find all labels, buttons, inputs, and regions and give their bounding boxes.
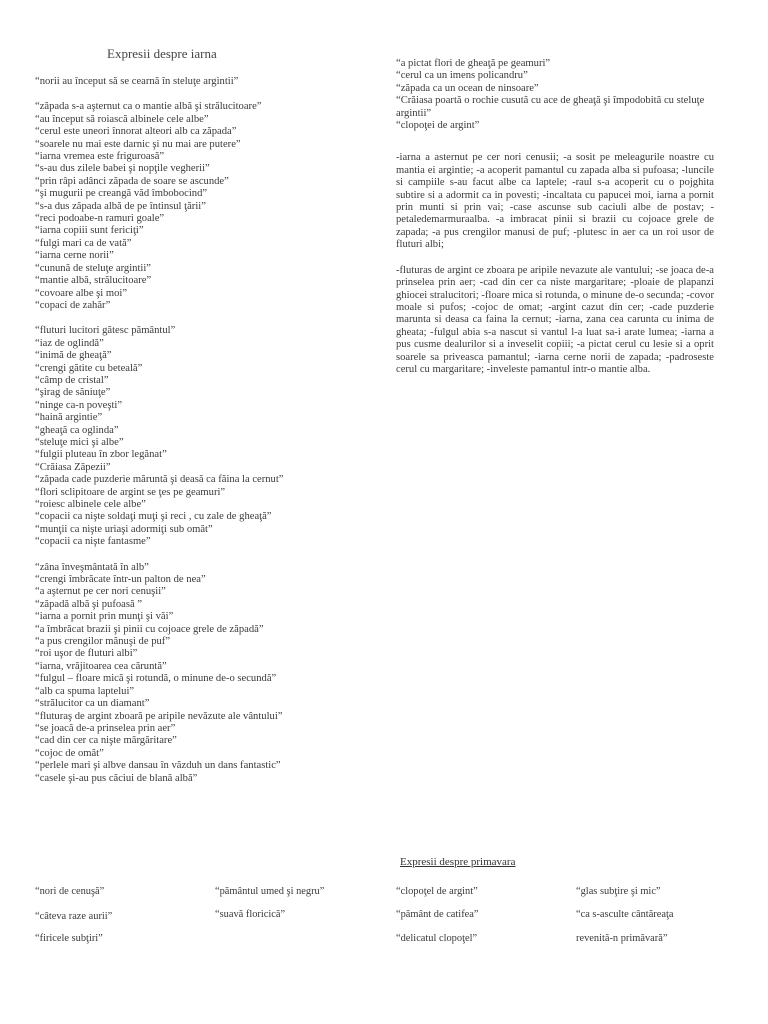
expression-line: “steluţe mici şi albe” — [35, 436, 124, 448]
expression-line: “inimă de gheaţă” — [35, 350, 112, 362]
expression-line: “s-au dus zilele babei şi nopţile vegherii” — [35, 163, 210, 175]
expression-line: “şirag de săniuţe” — [35, 387, 111, 399]
left-column — [35, 46, 375, 785]
expression-line: “prin râpi adânci zăpada de soare se ascunde” — [35, 175, 229, 187]
expression-line: “cunună de steluţe argintii” — [35, 262, 151, 274]
expression-line: “cerul ca un imens policandru” — [396, 70, 528, 82]
expression-line: “ninge ca-n poveşti” — [35, 399, 123, 411]
expression-line: “au început să roiască albinele cele albe” — [35, 113, 209, 125]
spring-cell: “suavă floricică” — [215, 909, 286, 920]
expression-line: “crengi gătite cu beteală” — [35, 362, 143, 374]
expression-line: “zăpada cade puzderie măruntă şi deasă ca făina la cernut” — [35, 474, 284, 486]
expression-line: “haină argintie” — [35, 412, 103, 424]
spring-cell: “firicele subţiri” — [35, 933, 103, 944]
expression-line: “iarna a pornit prin munţi şi văi” — [35, 611, 174, 623]
expression-line: “fulgii pluteau în zbor legănat” — [35, 449, 167, 461]
spring-cell: “glas subţire şi mic” — [576, 886, 661, 897]
expression-line: “mantie albă, strălucitoare” — [35, 275, 152, 287]
expression-line: “s-a dus zăpada albă de pe întinsul ţării” — [35, 200, 206, 212]
expression-line: “Crăiasa poartă o rochie cusută cu ace de gheaţă şi împodobită cu steluţe argintii” — [396, 95, 705, 119]
expression-line: “se joacă de-a prinselea prin aer” — [35, 722, 176, 734]
expression-line: “fulgul – floare mică şi rotundă, o minune de-o secundă” — [35, 673, 277, 685]
expression-line: “casele şi-au pus căciui de blană albă” — [35, 772, 198, 784]
expression-line: “zăpada s-a aşternut ca o mantie albă şi strălucitoare” — [35, 101, 262, 113]
winter-paragraph-1: -iarna a asternut pe cer nori cenusii; -a sosit pe meleagurile noastre cu mantia ei argintie; -a acoperit pamantul cu zapada alba si pufoasa; -luncile si campiile s-au facut albe ca laptele; -raul s-a acoperit cu o pojghita subtire si a adormit ca in povesti; -incaltata cu papucei moi, iarna a pornit prin munti si prin vai; -case ascunse sub caciuli albe de postav; -petaledemarmuraalba. -a imbracat pinii si brazii cu cojoace grele de zapada; -a pus crengilor manusi de puf; -plutesc in aer ca un roi usor de fluturi albi; — [396, 152, 714, 251]
page-title: Expresii despre iarna — [107, 46, 217, 61]
expression-line: “copacii ca nişte fantasme” — [35, 536, 151, 548]
expression-line: “zâna înveşmântată în alb” — [35, 561, 149, 573]
expression-line: “cerul este uneori înnorat alteori alb ca zăpada” — [35, 126, 237, 138]
expression-line: “a aşternut pe cer nori cenuşii” — [35, 586, 166, 598]
intro-quote: “norii au început să se cearnă în steluţe argintii” — [35, 76, 239, 87]
expression-line: “roiesc albinele cele albe” — [35, 499, 146, 510]
spring-cell: revenită-n primăvară” — [576, 933, 668, 944]
expression-line: “iaz de oglindă” — [35, 337, 104, 349]
expression-line: “flori sclipitoare de argint se ţes pe geamuri” — [35, 486, 226, 498]
spring-cell: “clopoţel de argint” — [396, 886, 478, 897]
expression-line: “fluturi lucitori gătesc pământul” — [35, 325, 176, 337]
expression-line: “strălucitor ca un diamant” — [35, 698, 150, 710]
expression-line: “reci podoabe-n ramuri goale” — [35, 213, 165, 225]
spring-cell: “pământul umed şi negru” — [215, 886, 325, 897]
expression-line: “a pictat flori de gheaţă pe geamuri” — [396, 58, 551, 69]
expression-line: “crengi îmbrăcate într-un palton de nea” — [35, 574, 206, 586]
expression-line: “zăpadă albă şi pufoasă ” — [35, 598, 143, 610]
expression-line: “roi uşor de fluturi albi” — [35, 648, 138, 660]
spring-cell: “delicatul clopoţel” — [396, 933, 478, 944]
expression-line: “copacii ca nişte soldaţi muţi şi reci , cu zale de gheaţă” — [35, 511, 272, 523]
expression-line: “cad din cer ca nişte mărgăritare” — [35, 735, 177, 747]
expression-line: “iarna, vrăjitoarea cea căruntă” — [35, 660, 167, 672]
expression-line: “Crăiasa Zăpezii” — [35, 461, 111, 473]
spring-cell: “câteva raze aurii” — [35, 911, 113, 922]
expression-line: “soarele nu mai este darnic şi nu mai are putere” — [35, 138, 241, 150]
expression-line: “fluturaş de argint zboară pe aripile nevăzute ale vântului” — [35, 710, 283, 722]
expression-line: “a pus crengilor mănuşi de puf” — [35, 636, 171, 648]
expression-line: “zăpada ca un ocean de ninsoare” — [396, 82, 539, 94]
winter-block-1 — [35, 101, 375, 312]
winter-block-2 — [35, 325, 375, 548]
winter-paragraph-2: -fluturas de argint ce zboara pe aripile nevazute ale vantului; -se joaca de-a prinselea prin aer; -cad din cer ca niste margaritare; -ploaie de plapanzi ghiocei stralucitori; -floare mica si rotunda, o minune de-o secunda; -covor moale si pufos; -cojoc de omat; -argint cazut din cer; -cade puzderie marunta si deasa ca faina la cernut; -iarna, zana cea carunta cu inima de gheata; -fulgul abia s-a nascut si vantul l-a luat sa-i arate lumea; -iarna a pus cusme dealurilor si a inveselit copiii; -a pictat cerul cu lesie si a oprit soarele sa priveasca pamantul; -iarna cerne norii de zapada; -padroseste cerul cu margaritare; -inveleste pamantul intr-o mantie alba. — [396, 264, 714, 375]
spring-cell: “pământ de catifea” — [396, 909, 479, 920]
expression-line: “fulgi mari ca de vată” — [35, 237, 132, 249]
expression-line: “clopoţei de argint” — [396, 120, 480, 132]
expression-line: “copaci de zahăr” — [35, 299, 111, 311]
spring-cell: “nori de cenuşă” — [35, 886, 105, 897]
expression-line: “munţii ca nişte uriaşi adormiţi sub omăt” — [35, 523, 213, 535]
expression-line: “covoare albe şi moi” — [35, 287, 128, 299]
expression-line: “cojoc de omăt” — [35, 747, 104, 759]
expression-line: “perlele mari şi albve dansau în văzduh un dans fantastic” — [35, 760, 281, 772]
winter-quotes-right — [396, 58, 714, 132]
expression-line: “iarna copiii sunt fericiţi” — [35, 225, 144, 237]
right-column — [396, 58, 714, 376]
expression-line: “gheaţă ca oglinda” — [35, 424, 119, 436]
expression-line: “câmp de cristal” — [35, 374, 109, 386]
spring-cell: “ca s-asculte cântăreaţa — [576, 909, 674, 920]
spring-title: Expresii despre primavara — [400, 856, 516, 868]
winter-block-3 — [35, 562, 375, 785]
expression-line: “şi mugurii pe creangă văd îmbobocind” — [35, 188, 208, 200]
expression-line: “iarna cerne norii” — [35, 250, 114, 262]
expression-line: “alb ca spuma laptelui” — [35, 685, 135, 697]
expression-line: “iarna vremea este friguroasă” — [35, 151, 165, 163]
expression-line: “a îmbrăcat brazii şi pinii cu cojoace grele de zăpadă” — [35, 623, 264, 635]
